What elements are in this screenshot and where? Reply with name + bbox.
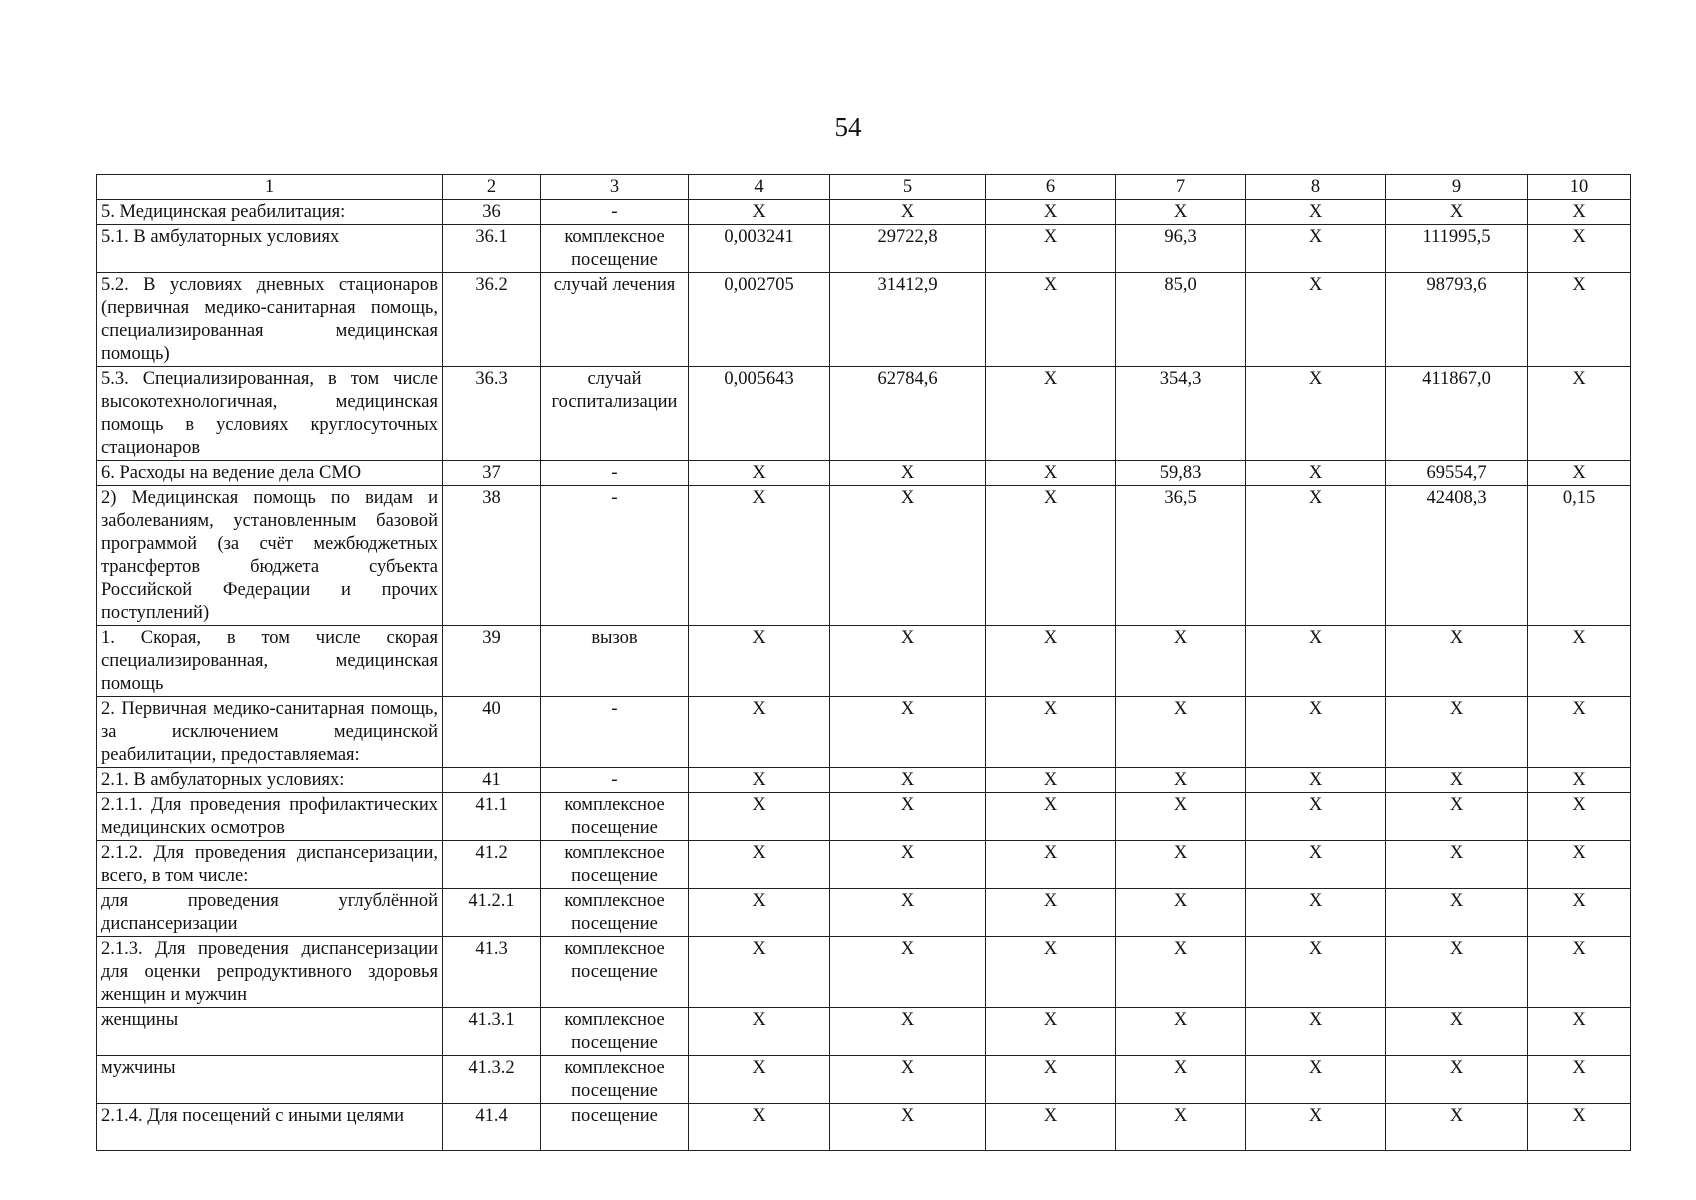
row-label: 2. Первичная медико-санитарная помощь, за исключением медицинской реабилитации, предоставляемая: — [97, 697, 443, 768]
table-cell: X — [1246, 225, 1386, 273]
table-cell: X — [830, 486, 986, 626]
table-cell: X — [1246, 486, 1386, 626]
table-cell: 62784,6 — [830, 367, 986, 461]
table-cell: 41 — [443, 768, 541, 793]
row-label: для проведения углублённой диспансеризации — [97, 889, 443, 937]
row-label: 2.1.1. Для проведения профилактических медицинских осмотров — [97, 793, 443, 841]
table-cell: X — [1528, 1056, 1631, 1104]
table-row — [97, 1008, 1631, 1056]
table-cell: 411867,0 — [1386, 367, 1528, 461]
table-cell: комплексное посещение — [541, 841, 689, 889]
row-label: 2.1.2. Для проведения диспансеризации, всего, в том числе: — [97, 841, 443, 889]
table-cell: X — [1246, 793, 1386, 841]
table-cell: X — [1246, 1104, 1386, 1151]
table-cell: X — [1528, 937, 1631, 1008]
table-cell: 98793,6 — [1386, 273, 1528, 367]
table-cell: X — [986, 1104, 1116, 1151]
row-label: 2) Медицинская помощь по видам и заболеваниям, установленным базовой программой (за счёт межбюджетных трансфертов бюджета субъекта Российской Федерации и прочих поступлений) — [97, 486, 443, 626]
table-cell: X — [986, 937, 1116, 1008]
table-cell: - — [541, 486, 689, 626]
table-cell: X — [830, 697, 986, 768]
table-cell: X — [1528, 626, 1631, 697]
table-cell: X — [689, 768, 830, 793]
table-cell: X — [1386, 793, 1528, 841]
table-cell: X — [1386, 937, 1528, 1008]
table-cell: X — [1116, 889, 1246, 937]
table-cell: 0,002705 — [689, 273, 830, 367]
table-cell: X — [830, 626, 986, 697]
table-row — [97, 461, 1631, 486]
table-cell: комплексное посещение — [541, 793, 689, 841]
table-cell: X — [1386, 697, 1528, 768]
table-cell: X — [1386, 768, 1528, 793]
table-cell: 38 — [443, 486, 541, 626]
table-row — [97, 1056, 1631, 1104]
table-row — [97, 273, 1631, 367]
table-cell: X — [689, 200, 830, 225]
table-cell: X — [1386, 841, 1528, 889]
table-cell: X — [830, 768, 986, 793]
table-cell: X — [689, 937, 830, 1008]
table-cell: X — [986, 225, 1116, 273]
table-cell: X — [1246, 626, 1386, 697]
table-cell: X — [830, 841, 986, 889]
table-cell: X — [1116, 841, 1246, 889]
table-cell: X — [1386, 626, 1528, 697]
table-cell: X — [830, 1056, 986, 1104]
row-label: 2.1.4. Для посещений с иными целями — [97, 1104, 443, 1151]
table-cell: X — [1246, 889, 1386, 937]
table-cell: X — [1246, 768, 1386, 793]
table-cell: X — [986, 461, 1116, 486]
table-cell: 85,0 — [1116, 273, 1246, 367]
table-cell: - — [541, 768, 689, 793]
table-cell: X — [689, 889, 830, 937]
table-cell: X — [1116, 697, 1246, 768]
table-cell: 0,005643 — [689, 367, 830, 461]
table-cell: случай госпитализации — [541, 367, 689, 461]
table-cell: 41.3.2 — [443, 1056, 541, 1104]
row-label: 5.3. Специализированная, в том числе высокотехнологичная, медицинская помощь в условиях круглосуточных стационаров — [97, 367, 443, 461]
table-cell: X — [986, 768, 1116, 793]
table-cell: 36.3 — [443, 367, 541, 461]
table-cell: 41.2.1 — [443, 889, 541, 937]
row-label: 1. Скорая, в том числе скорая специализированная, медицинская помощь — [97, 626, 443, 697]
table-cell: X — [1528, 697, 1631, 768]
row-label: женщины — [97, 1008, 443, 1056]
table-row — [97, 889, 1631, 937]
table-cell: X — [1528, 225, 1631, 273]
table-cell: X — [1528, 1008, 1631, 1056]
table-cell: X — [1246, 697, 1386, 768]
table-cell: 36.1 — [443, 225, 541, 273]
table-cell: X — [986, 200, 1116, 225]
table-cell: X — [986, 626, 1116, 697]
table-cell: комплексное посещение — [541, 937, 689, 1008]
table-cell: 42408,3 — [1386, 486, 1528, 626]
table-cell: X — [986, 841, 1116, 889]
table-cell: X — [830, 461, 986, 486]
table-cell: X — [986, 1008, 1116, 1056]
table-cell: X — [1116, 937, 1246, 1008]
column-header: 1 — [97, 175, 443, 200]
table-cell: X — [1386, 1104, 1528, 1151]
table-cell: X — [986, 793, 1116, 841]
row-label: 2.1. В амбулаторных условиях: — [97, 768, 443, 793]
table-cell: 96,3 — [1116, 225, 1246, 273]
table-cell: X — [1116, 1008, 1246, 1056]
column-header: 6 — [986, 175, 1116, 200]
column-header: 5 — [830, 175, 986, 200]
table-row — [97, 937, 1631, 1008]
column-header: 10 — [1528, 175, 1631, 200]
table-cell: X — [1386, 889, 1528, 937]
table-cell: X — [1246, 200, 1386, 225]
table-cell: случай лечения — [541, 273, 689, 367]
table-cell: X — [1528, 889, 1631, 937]
table-cell: X — [1528, 200, 1631, 225]
table-cell: X — [1246, 273, 1386, 367]
table-cell: X — [830, 793, 986, 841]
table-cell: X — [986, 367, 1116, 461]
table-cell: 40 — [443, 697, 541, 768]
table-cell: X — [1528, 367, 1631, 461]
table-cell: X — [689, 793, 830, 841]
table-cell: X — [986, 697, 1116, 768]
table-cell: X — [986, 486, 1116, 626]
table-cell: X — [1246, 841, 1386, 889]
table-cell: X — [1116, 768, 1246, 793]
table-cell: 354,3 — [1116, 367, 1246, 461]
table-cell: 41.4 — [443, 1104, 541, 1151]
header-row — [97, 175, 1631, 200]
table-row — [97, 841, 1631, 889]
table-row — [97, 793, 1631, 841]
column-header: 9 — [1386, 175, 1528, 200]
table-cell: X — [1386, 1008, 1528, 1056]
table-cell: 36 — [443, 200, 541, 225]
table-cell: X — [830, 937, 986, 1008]
table-cell: X — [1116, 200, 1246, 225]
table-cell: X — [830, 200, 986, 225]
table-row — [97, 200, 1631, 225]
table-cell: посещение — [541, 1104, 689, 1151]
table-cell: комплексное посещение — [541, 889, 689, 937]
table-cell: X — [689, 1008, 830, 1056]
table-cell: X — [830, 1008, 986, 1056]
table-row — [97, 1104, 1631, 1151]
table-cell: X — [830, 1104, 986, 1151]
table-cell: X — [689, 626, 830, 697]
table-cell: 69554,7 — [1386, 461, 1528, 486]
table-cell: - — [541, 461, 689, 486]
table-cell: X — [1528, 793, 1631, 841]
table-cell: X — [986, 1056, 1116, 1104]
table-row — [97, 486, 1631, 626]
table-cell: X — [1116, 1104, 1246, 1151]
table-cell: - — [541, 200, 689, 225]
row-label: 6. Расходы на ведение дела СМО — [97, 461, 443, 486]
table-cell: X — [830, 889, 986, 937]
table-cell: 39 — [443, 626, 541, 697]
table-cell: X — [1386, 1056, 1528, 1104]
table-cell: X — [1528, 1104, 1631, 1151]
table-cell: X — [986, 889, 1116, 937]
table-cell: X — [1116, 1056, 1246, 1104]
table-cell: комплексное посещение — [541, 1008, 689, 1056]
table-cell: 59,83 — [1116, 461, 1246, 486]
table-cell: 31412,9 — [830, 273, 986, 367]
table-cell: X — [689, 841, 830, 889]
table-cell: 37 — [443, 461, 541, 486]
table-cell: X — [1386, 200, 1528, 225]
table-cell: комплексное посещение — [541, 225, 689, 273]
table-row — [97, 697, 1631, 768]
table-row — [97, 768, 1631, 793]
table-cell: X — [689, 461, 830, 486]
table-cell: X — [1528, 841, 1631, 889]
table-cell: 36,5 — [1116, 486, 1246, 626]
table-cell: X — [1246, 1008, 1386, 1056]
row-label: 5. Медицинская реабилитация: — [97, 200, 443, 225]
table-cell: 36.2 — [443, 273, 541, 367]
row-label: 2.1.3. Для проведения диспансеризации для оценки репродуктивного здоровья женщин и мужчин — [97, 937, 443, 1008]
table-cell: 41.3 — [443, 937, 541, 1008]
table-cell: X — [1116, 793, 1246, 841]
table-cell: 0,15 — [1528, 486, 1631, 626]
page-number: 54 — [834, 112, 862, 142]
table-cell: X — [689, 1104, 830, 1151]
row-label: мужчины — [97, 1056, 443, 1104]
column-header: 8 — [1246, 175, 1386, 200]
table-cell: X — [1246, 367, 1386, 461]
table-cell: 0,003241 — [689, 225, 830, 273]
table-cell: X — [1246, 1056, 1386, 1104]
table-cell: X — [986, 273, 1116, 367]
column-header: 7 — [1116, 175, 1246, 200]
table-cell: X — [1528, 461, 1631, 486]
table-row — [97, 626, 1631, 697]
table-cell: вызов — [541, 626, 689, 697]
table-cell: 111995,5 — [1386, 225, 1528, 273]
column-header: 2 — [443, 175, 541, 200]
table-cell: 41.3.1 — [443, 1008, 541, 1056]
table-cell: - — [541, 697, 689, 768]
table-cell: комплексное посещение — [541, 1056, 689, 1104]
row-label: 5.1. В амбулаторных условиях — [97, 225, 443, 273]
table-row — [97, 225, 1631, 273]
table-cell: X — [1528, 768, 1631, 793]
table-cell: 41.1 — [443, 793, 541, 841]
table-cell: X — [689, 486, 830, 626]
table-cell: X — [1116, 626, 1246, 697]
table-cell: X — [689, 697, 830, 768]
table-row — [97, 367, 1631, 461]
table-cell: 41.2 — [443, 841, 541, 889]
column-header: 4 — [689, 175, 830, 200]
table-cell: X — [1246, 937, 1386, 1008]
row-label: 5.2. В условиях дневных стационаров (первичная медико-санитарная помощь, специализированная медицинская помощь) — [97, 273, 443, 367]
table-cell: 29722,8 — [830, 225, 986, 273]
table-cell: X — [1246, 461, 1386, 486]
table-cell: X — [1528, 273, 1631, 367]
table-cell: X — [689, 1056, 830, 1104]
column-header: 3 — [541, 175, 689, 200]
data-table — [96, 174, 1631, 1151]
